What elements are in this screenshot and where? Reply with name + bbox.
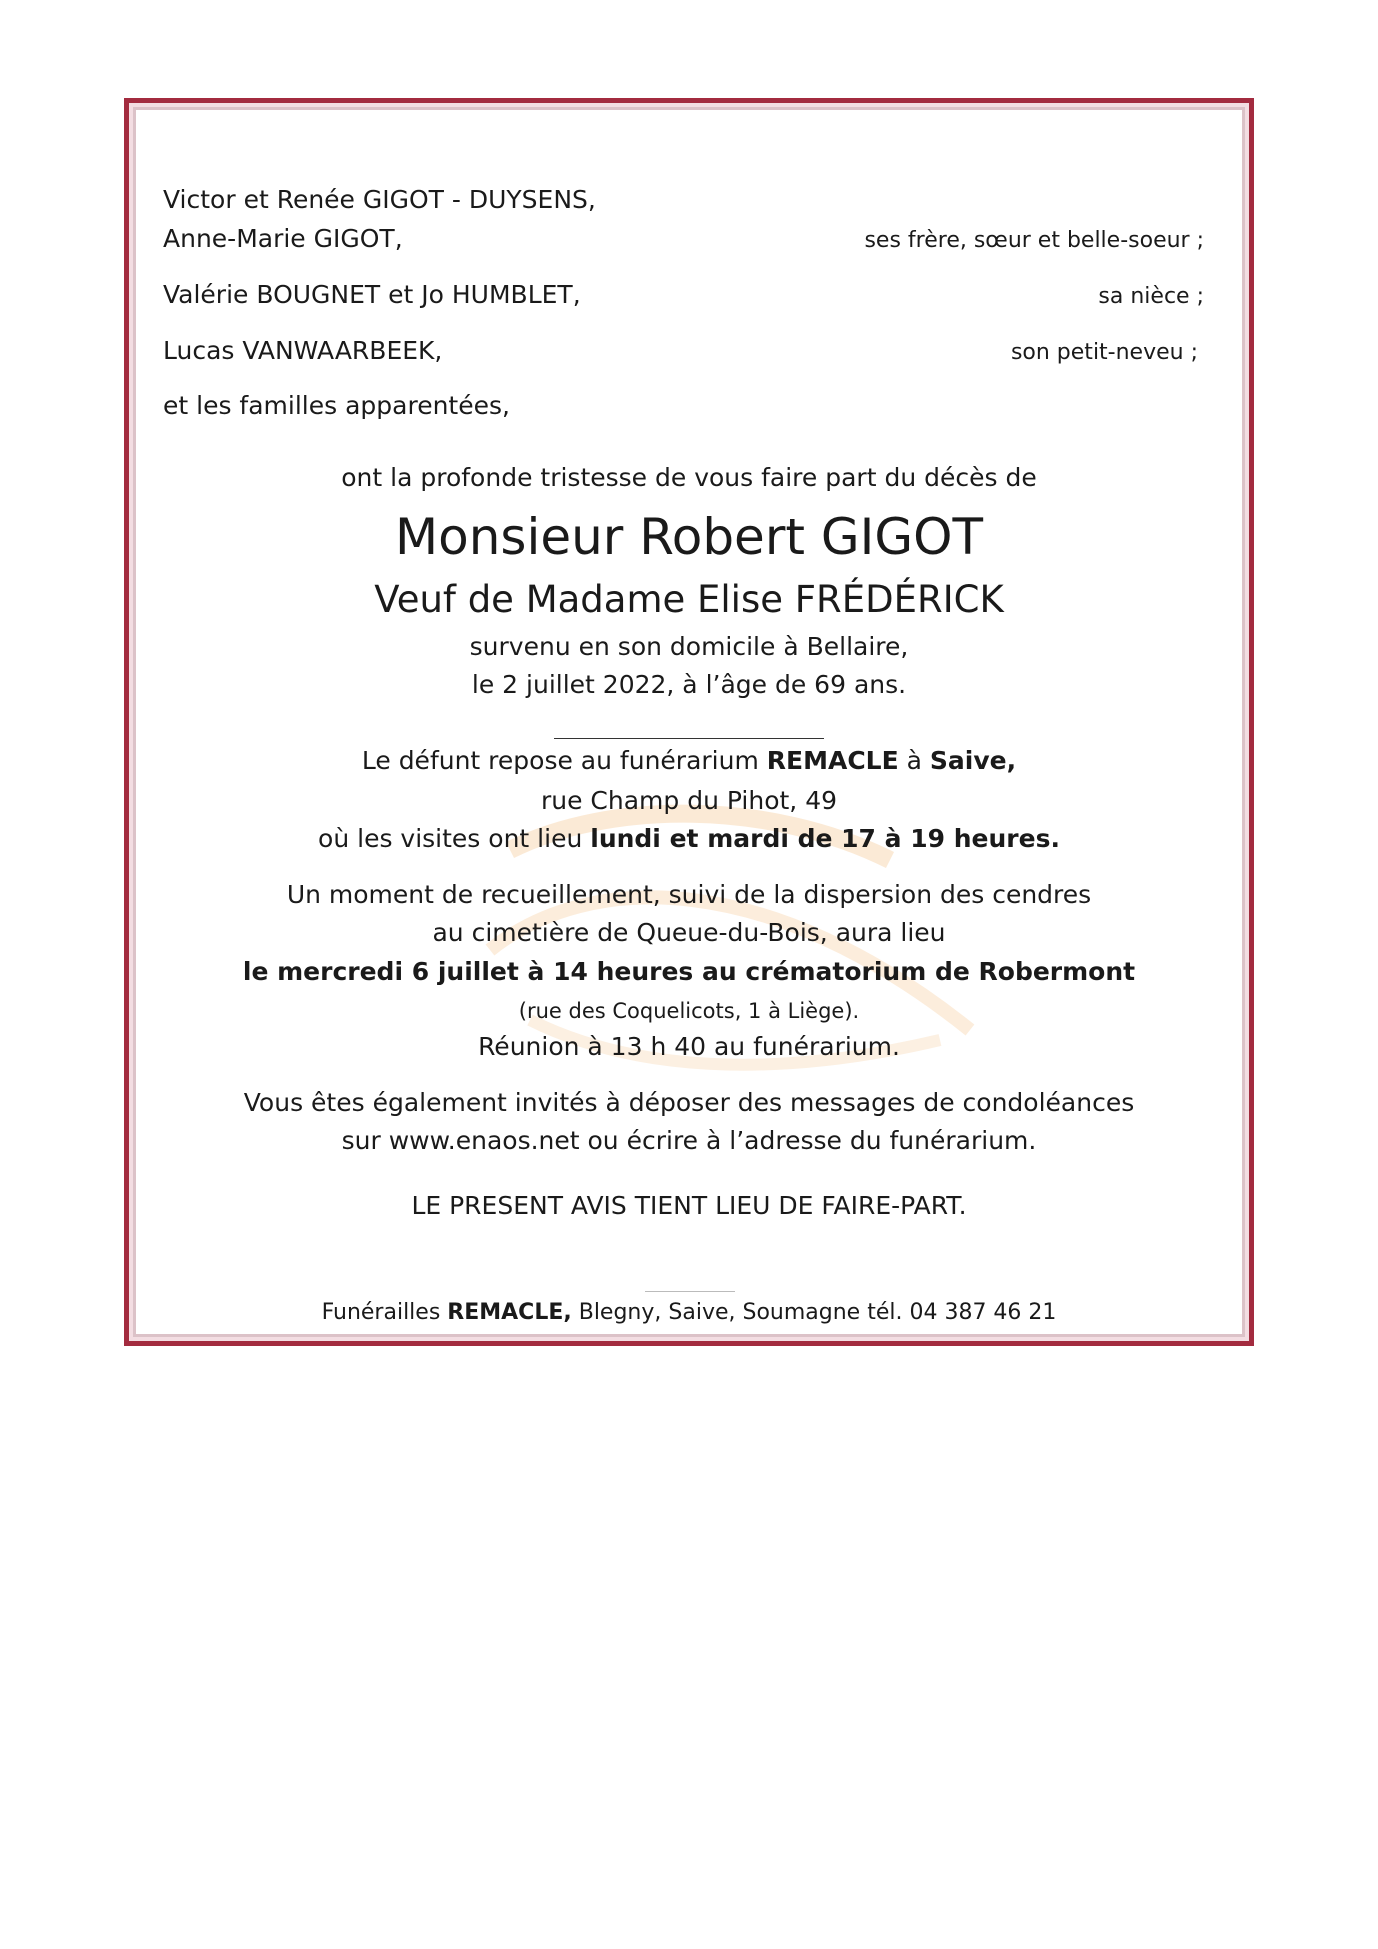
family-line-1: Victor et Renée GIGOT - DUYSENS, bbox=[163, 185, 596, 214]
ceremony-line-1: Un moment de recueillement, suivi de la dispersion des cendres bbox=[286, 880, 1092, 909]
funeral-home-address: rue Champ du Pihot, 49 bbox=[540, 786, 838, 815]
widow-of: Veuf de Madame Elise FRÉDÉRICK bbox=[374, 578, 1004, 621]
ceremony-datetime: le mercredi 6 juillet à 14 heures au crématorium de Robermont bbox=[242, 957, 1136, 986]
repose-prefix: Le défunt repose au funérarium bbox=[361, 746, 767, 775]
family-line-4: Lucas VANWAARBEEK, bbox=[163, 336, 443, 365]
intro-text: ont la profonde tristesse de vous faire part du décès de bbox=[341, 463, 1037, 492]
family-relation-3: son petit-neveu ; bbox=[1010, 340, 1198, 365]
ceremony-line-3 bbox=[124, 957, 1254, 986]
visits-prefix: où les visites ont lieu bbox=[318, 824, 591, 853]
visits-line bbox=[124, 824, 1254, 853]
repose-line bbox=[124, 746, 1254, 775]
footer-separator bbox=[645, 1291, 735, 1292]
funeral-home-town: Saive, bbox=[929, 746, 1017, 775]
ceremony-address: (rue des Coquelicots, 1 à Liège). bbox=[518, 999, 860, 1023]
deceased-name: Monsieur Robert GIGOT bbox=[394, 508, 984, 566]
footer-brand: REMACLE, bbox=[447, 1300, 572, 1325]
footer-details: Blegny, Saive, Soumagne tél. 04 387 46 21 bbox=[571, 1300, 1057, 1325]
repose-mid: à bbox=[898, 746, 930, 775]
footer-line bbox=[124, 1300, 1254, 1325]
funeral-home-name: REMACLE bbox=[766, 746, 899, 775]
separator-line bbox=[554, 738, 824, 739]
death-date-age: le 2 juillet 2022, à l’âge de 69 ans. bbox=[471, 670, 907, 699]
condolences-line-2: sur www.enaos.net ou écrire à l’adresse du funérarium. bbox=[341, 1126, 1037, 1155]
ceremony-meeting: Réunion à 13 h 40 au funérarium. bbox=[478, 1032, 900, 1061]
family-line-3: Valérie BOUGNET et Jo HUMBLET, bbox=[163, 280, 581, 309]
family-line-2: Anne-Marie GIGOT, bbox=[163, 224, 403, 253]
visits-time: lundi et mardi de 17 à 19 heures. bbox=[590, 824, 1060, 853]
death-place: survenu en son domicile à Bellaire, bbox=[469, 632, 909, 661]
family-relation-2: sa nièce ; bbox=[1098, 284, 1204, 309]
family-line-5: et les familles apparentées, bbox=[163, 391, 510, 420]
footer-prefix: Funérailles bbox=[321, 1300, 448, 1325]
notice-text: LE PRESENT AVIS TIENT LIEU DE FAIRE-PART. bbox=[411, 1191, 967, 1220]
ceremony-line-2: au cimetière de Queue-du-Bois, aura lieu bbox=[432, 918, 946, 947]
condolences-line-1: Vous êtes également invités à déposer des messages de condoléances bbox=[243, 1088, 1135, 1117]
family-relation-1: ses frère, sœur et belle-soeur ; bbox=[864, 228, 1204, 253]
